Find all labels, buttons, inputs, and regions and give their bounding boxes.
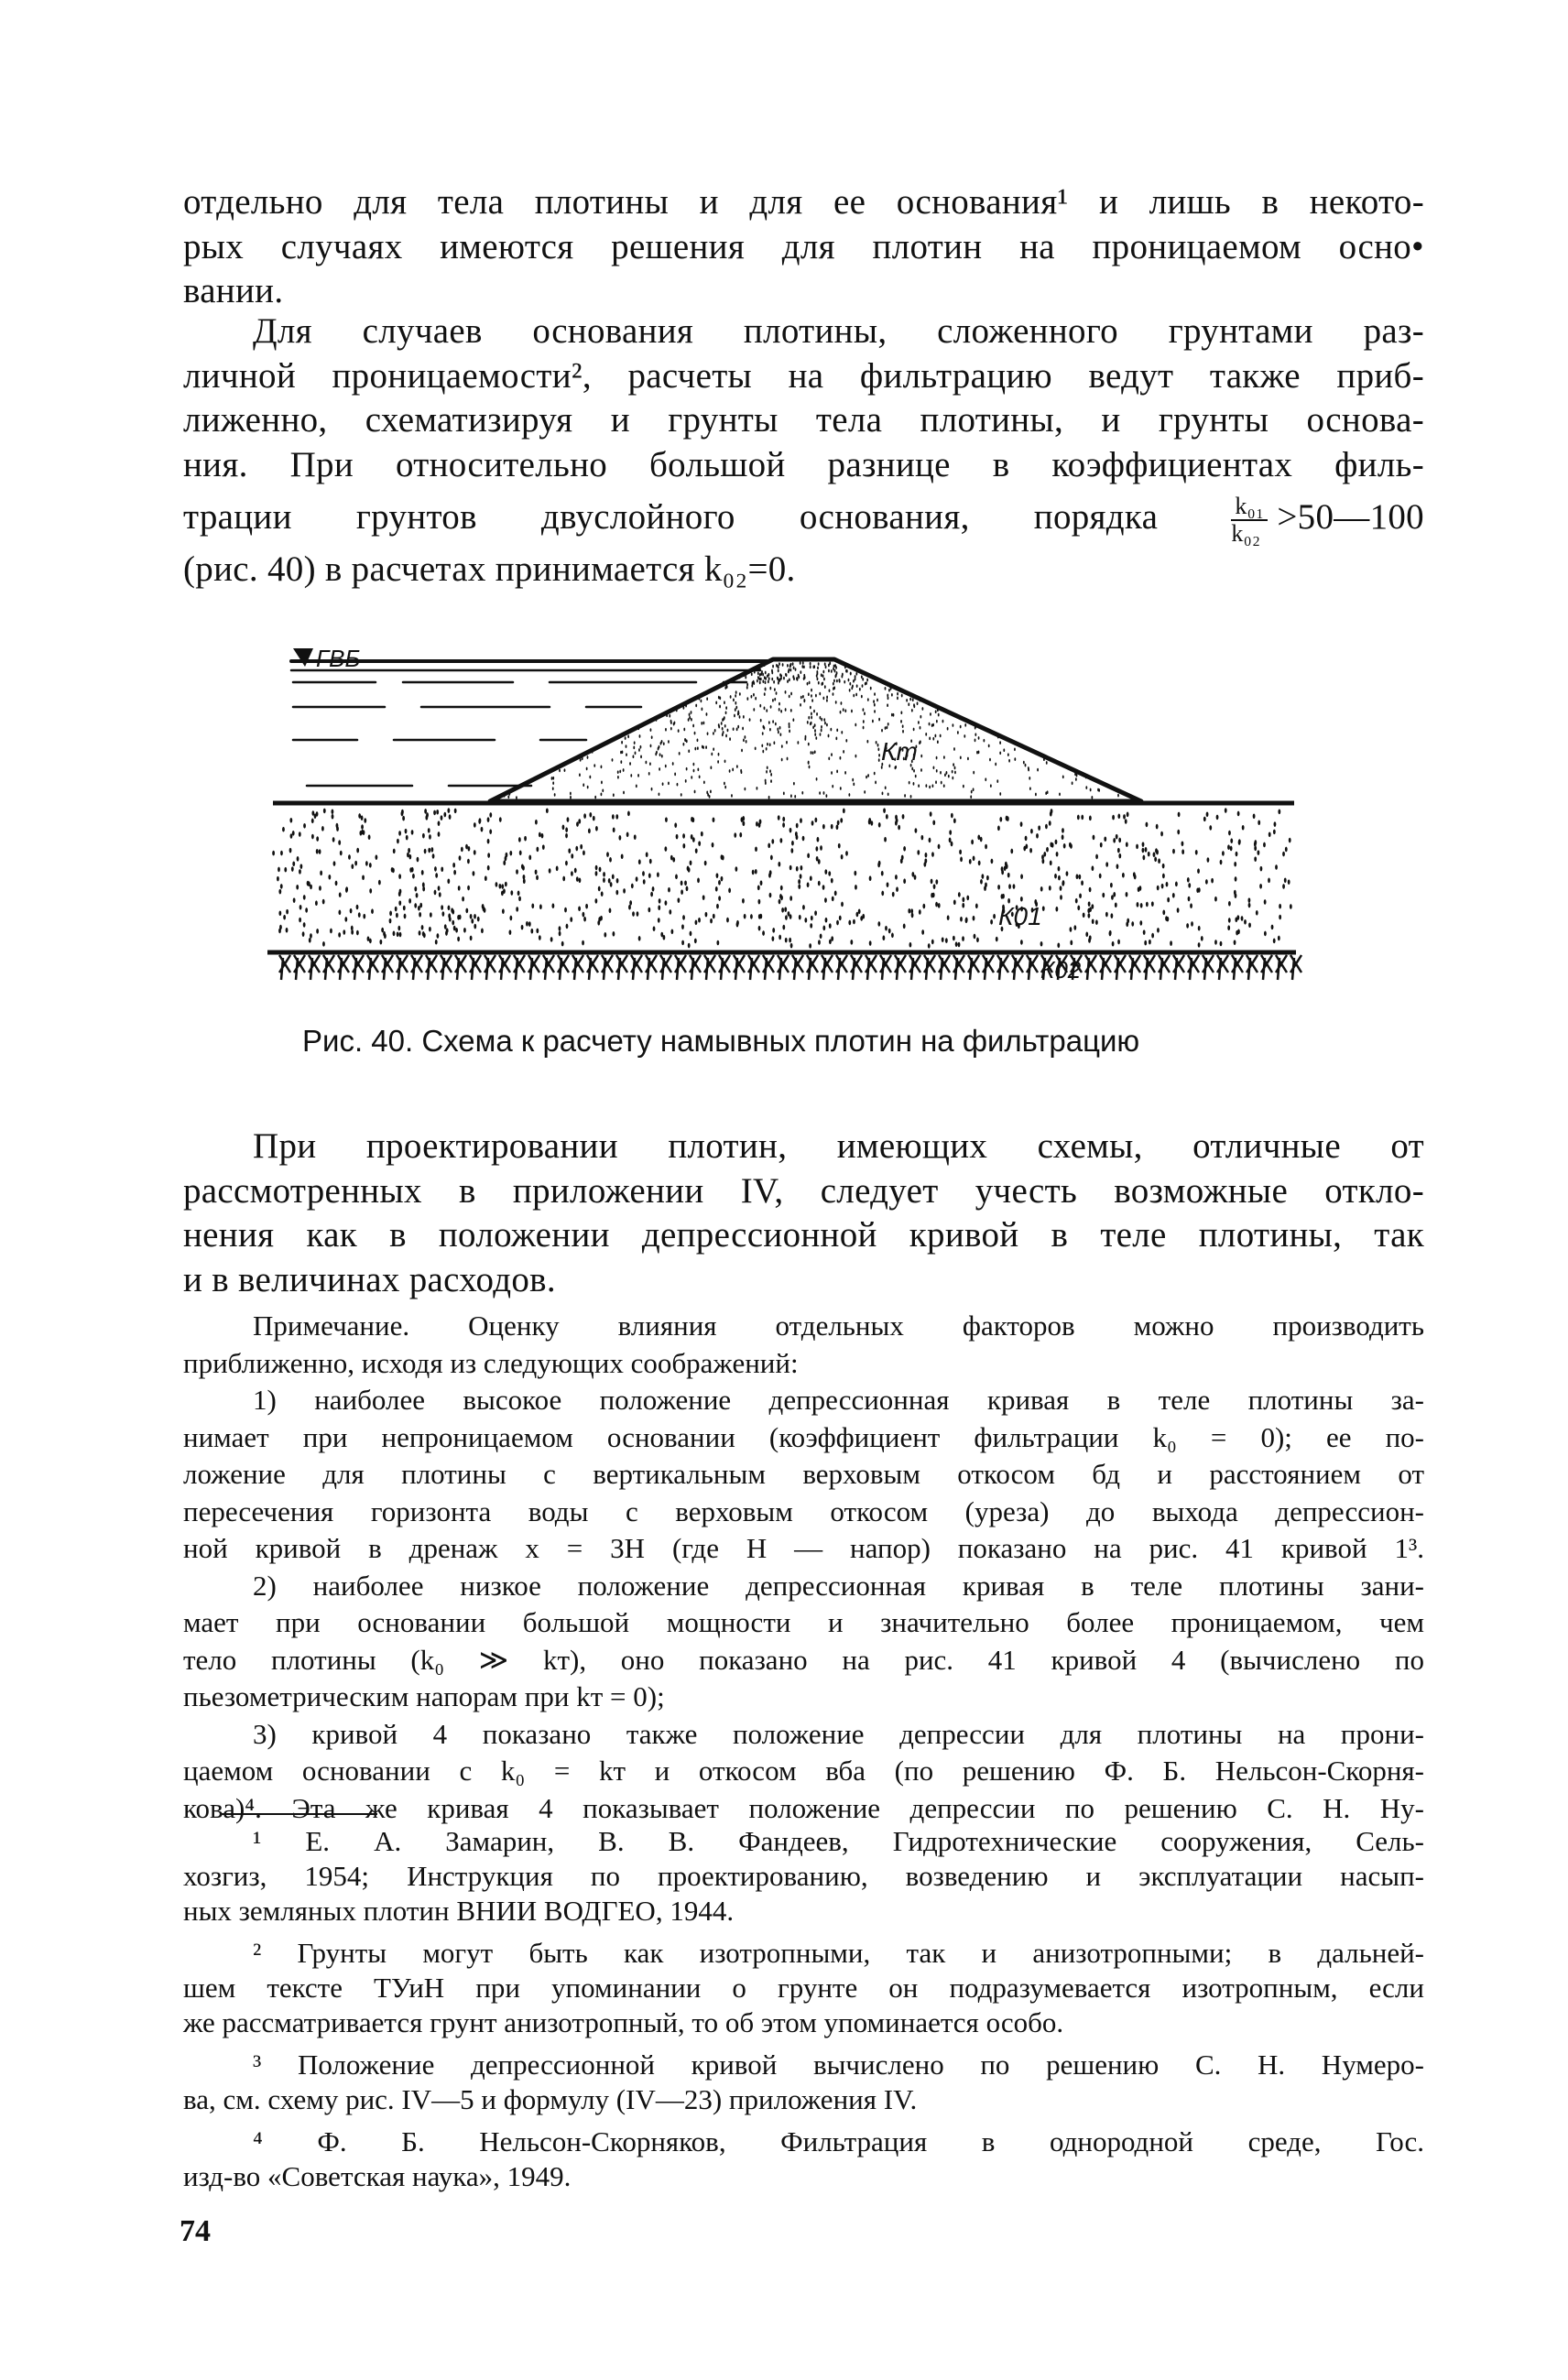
text-line: 3) кривой 4 показано также положение депрессии для плотины на прони-	[253, 1717, 1424, 1750]
numerator: k₀₁	[1231, 494, 1268, 521]
text-line: ния. При относительно большой разнице в коэффициентах филь-	[183, 444, 1424, 484]
text-line: приближенно, исходя из следующих соображений:	[183, 1346, 799, 1379]
denominator: k₀₂	[1231, 520, 1261, 548]
text-line: цаемом основании с k₀ = kт и откосом вба (по решению Ф. Б. Нельсон-Скорня-	[183, 1755, 1424, 1787]
text-line: нимает при непроницаемом основании (коэффициент фильтрации k₀ = 0); ее по-	[183, 1420, 1424, 1453]
text-line: ³ Положение депрессионной кривой вычислено по решению С. Н. Нумеро-	[253, 2049, 1424, 2081]
text-line: нения как в положении депрессионной кривой в теле плотины, так	[183, 1215, 1424, 1255]
text-line: лиженно, схематизируя и грунты тела плотины, и грунты основа-	[183, 400, 1424, 440]
footnote-separator	[222, 1813, 377, 1815]
text-line: ложение для плотины с вертикальным верховым откосом бд и расстоянием от	[183, 1458, 1424, 1490]
text-segment: >50—100	[1277, 497, 1424, 537]
text-line: Примечание. Оценку влияния отдельных факторов можно производить	[253, 1310, 1424, 1342]
text-line: пьезометрическим напорам при kт = 0);	[183, 1680, 665, 1712]
text-line: ⁴ Ф. Б. Нельсон-Скорняков, Фильтрация в однородной среде, Гос.	[253, 2125, 1424, 2157]
water-surface	[291, 661, 769, 786]
water-level-label: ГВБ	[316, 645, 361, 672]
text-line: хозгиз, 1954; Инструкция по проектированию, возведению и эксплуатации насып-	[183, 1860, 1424, 1892]
text-line: ной кривой в дренаж x = 3H (где H — напор) показано на рис. 41 кривой 1³.	[183, 1532, 1424, 1564]
base-upper-permeability-label: К01	[998, 902, 1042, 930]
text-line: шем тексте ТУиН при упоминании о грунте он подразумевается изотропным, если	[183, 1972, 1424, 2004]
text-segment: трации грунтов двуслойного основания, порядка	[183, 497, 1159, 537]
text-line: личной проницаемости², расчеты на фильтрацию ведут также приб-	[183, 355, 1424, 396]
text-line: же рассматривается грунт анизотропный, то об этом упоминается особо.	[183, 2006, 1064, 2038]
note-block	[183, 1308, 1424, 1827]
text-line: (рис. 40) в расчетах принимается k₀₂=0.	[183, 549, 796, 589]
text-line: и в величинах расходов.	[183, 1259, 556, 1299]
footnote-4	[183, 2125, 1424, 2194]
text-line: вании.	[183, 271, 284, 310]
figure-40-dam-diagram	[0, 0, 1568, 1007]
text-line: кова)⁴. Эта же кривая 4 показывает положение депрессии по решению С. Н. Ну-	[183, 1791, 1424, 1824]
text-line: отдельно для тела плотины и для ее основания¹ и лишь в некото-	[183, 182, 1424, 222]
text-line: ных земляных плотин ВНИИ ВОДГЕО, 1944.	[183, 1895, 735, 1927]
text-line: пересечения горизонта воды с верховым откосом (уреза) до выхода депрессион-	[183, 1494, 1424, 1527]
text-line: ва, см. схему рис. IV—5 и формулу (IV—23) приложения IV.	[183, 2083, 918, 2115]
text-line: При проектировании плотин, имеющих схемы, отличные от	[253, 1126, 1424, 1166]
figure-caption: Рис. 40. Схема к расчету намывных плотин на фильтрацию	[302, 1024, 1140, 1058]
text-line: ² Грунты могут быть как изотропными, так и анизотропными; в дальней-	[253, 1937, 1424, 1969]
text-line: Для случаев основания плотины, сложенного грунтами раз-	[253, 311, 1424, 351]
text-line: рых случаях имеются решения для плотин на проницаемом осно•	[183, 226, 1424, 266]
text-line: 1) наиболее высокое положение депрессионная кривая в теле плотины за-	[253, 1384, 1424, 1416]
text-line: ¹ Е. А. Замарин, В. В. Фандеев, Гидротехнические сооружения, Сель-	[253, 1825, 1424, 1857]
text-line: рассмотренных в приложении IV, следует учесть возможные откло-	[183, 1170, 1424, 1211]
water-level-triangle-icon	[293, 648, 313, 667]
dam-permeability-label: Кт	[881, 737, 918, 766]
text-line: тело плотины (k₀ ≫ kт), оно показано на рис. 41 кривой 4 (вычислено по	[183, 1643, 1424, 1676]
base-lower-permeability-label: К02	[1040, 956, 1082, 984]
text-line: мает при основании большой мощности и значительно более проницаемом, чем	[183, 1606, 1424, 1638]
text-line: изд-во «Советская наука», 1949.	[183, 2160, 572, 2192]
footnote-2	[183, 1936, 1424, 2040]
page-number: 74	[180, 2214, 211, 2248]
lower-layer-hatching	[279, 955, 1301, 980]
footnotes	[183, 1824, 1424, 2194]
paragraph-3	[183, 1125, 1424, 1302]
footnote-1	[183, 1824, 1424, 1929]
footnote-3	[183, 2048, 1424, 2117]
text-line: 2) наиболее низкое положение депрессионная кривая в теле плотины зани-	[253, 1569, 1424, 1602]
